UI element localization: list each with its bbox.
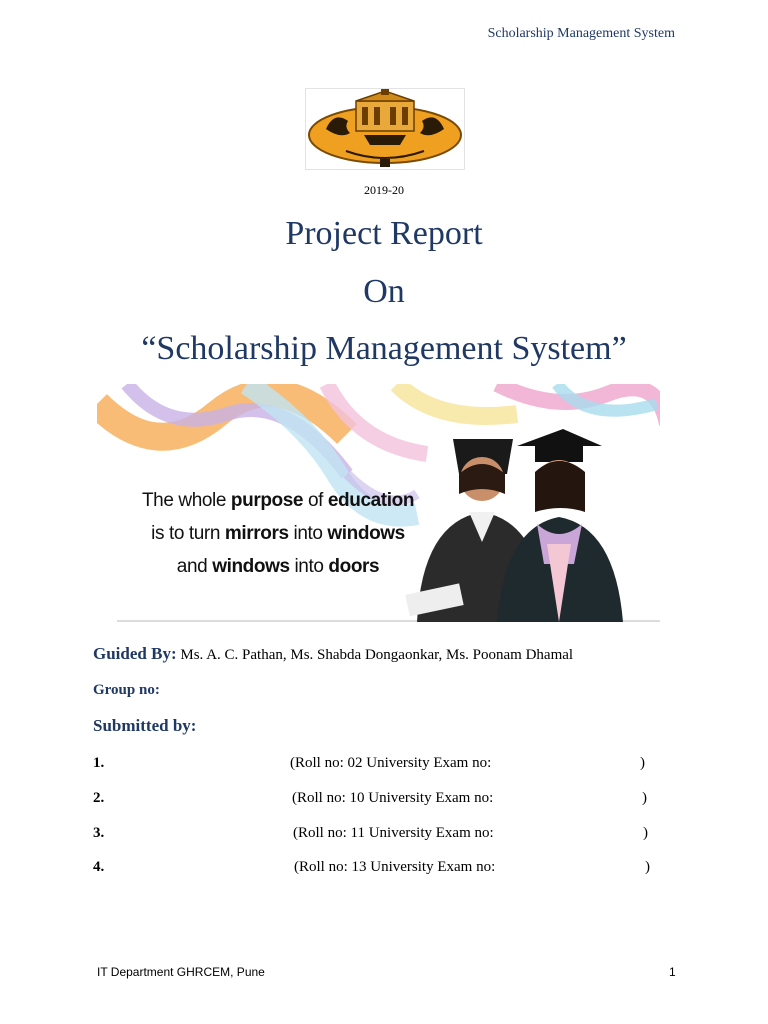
university-emblem-icon [306,89,464,169]
guided-by-label: Guided By: [93,644,177,663]
student-close-paren: ) [642,790,647,806]
student-row [93,825,673,847]
student-roll: (Roll no: 11 University Exam no: [293,825,494,841]
student-close-paren: ) [643,825,648,841]
graduate-figure-2 [497,429,623,622]
submitted-by-label: Submitted by: [93,716,197,735]
student-number: 1. [93,755,105,771]
education-banner [97,384,660,622]
guided-by [93,644,573,664]
student-number: 3. [93,825,105,841]
student-roll: (Roll no: 10 University Exam no: [292,790,494,806]
quote-line-3: and windows into doors [176,556,380,577]
student-number: 2. [93,790,105,806]
student-row [93,859,673,881]
student-close-paren: ) [640,755,645,771]
banner-quote [133,484,423,583]
quote-line-1: The whole purpose of education [141,490,415,511]
student-roll: (Roll no: 02 University Exam no: [290,755,492,771]
academic-year: 2019-20 [364,183,404,197]
title-line-2: On [363,273,405,310]
guided-by-names: Ms. A. C. Pathan, Ms. Shabda Dongaonkar, Ms. Poonam Dhamal [176,647,574,663]
footer-department: IT Department GHRCEM, Pune [97,965,265,979]
quote-line-2: is to turn mirrors into windows [151,523,405,544]
university-logo [305,88,465,170]
group-number-label: Group no: [93,682,160,698]
student-roll: (Roll no: 13 University Exam no: [294,859,496,875]
student-row [93,755,673,777]
title-line-3: “Scholarship Management System” [141,330,627,367]
student-close-paren: ) [645,859,650,875]
running-header: Scholarship Management System [487,26,675,41]
page-number: 1 [669,965,676,979]
student-number: 4. [93,859,105,875]
title-line-1: Project Report [285,215,483,252]
student-row [93,790,673,812]
